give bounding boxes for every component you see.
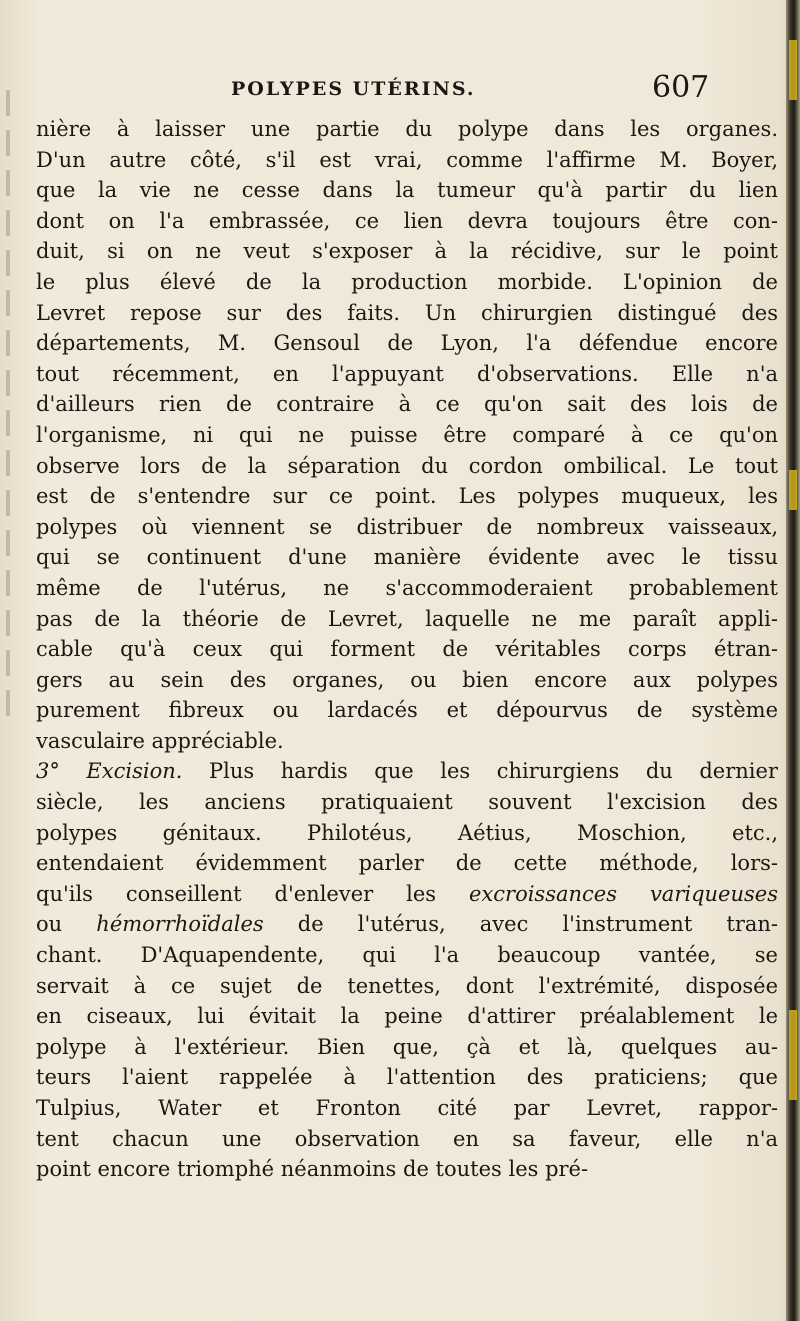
text-line: entendaient évidemment parler de cette méthode, lors- [36,851,778,876]
gutter-highlight-mark [789,1010,797,1100]
text-line: nière à laisser une partie du polype dans les organes. [36,117,778,141]
text-line: servait à ce sujet de tenettes, dont l'extrémité, disposée [36,973,778,998]
binding-edge-shadow [6,90,10,730]
text-line: d'ailleurs rien de contraire à ce qu'on sait des lois de [36,392,778,417]
running-header [36,70,776,110]
text-line: Levret repose sur des faits. Un chirurgien distingué des [36,300,778,325]
text-line: pas de la théorie de Levret, laquelle ne me paraît appli- [36,606,778,631]
heading-line-rest: Plus hardis que les chirurgiens du dernier [209,759,778,784]
text-line: le plus élevé de la production morbide. L'opinion de [36,269,778,294]
page-number: 607 [652,70,710,105]
text-line: qui se continuent d'une manière évidente avec le tissu [36,545,778,570]
text-line: teurs l'aient rappelée à l'attention des praticiens; que [36,1065,778,1090]
text-line: chant. D'Aquapendente, qui l'a beaucoup vantée, se [36,943,778,968]
text-line: D'un autre côté, s'il est vrai, comme l'affirme M. Boyer, [36,147,778,172]
italic-term-hemorrhoidales: hémorrhoïdales [96,912,264,937]
text-line: que la vie ne cesse dans la tumeur qu'à partir du lien [36,178,778,203]
text-line: tent chacun une observation en sa faveur, elle n'a [36,1126,778,1151]
text-line: même de l'utérus, ne s'accommoderaient probablement [36,575,778,600]
text-line: en ciseaux, lui évitait la peine d'attirer préalablement le [36,1004,778,1029]
text-line: tout récemment, en l'appuyant d'observations. Elle n'a [36,361,778,386]
body-text [36,114,778,1185]
gutter-highlight-mark [789,470,797,510]
text-line: l'organisme, ni qui ne puisse être comparé à ce qu'on [36,422,778,447]
text-line: polype à l'extérieur. Bien que, çà et là, quelques au- [36,1034,778,1059]
text-line: qu'ils conseillent d'enlever les excroissances variqueuses [36,881,778,906]
text-line: dont on l'a embrassée, ce lien devra toujours être con- [36,208,778,233]
text-line: polypes génitaux. Philotéus, Aétius, Moschion, etc., [36,820,778,845]
text-line: gers au sein des organes, ou bien encore aux polypes [36,667,778,692]
book-spine-gutter [786,0,800,1321]
text-line: observe lors de la séparation du cordon ombilical. Le tout [36,453,778,478]
paragraph-polype-ligature [36,114,778,756]
text-line: Tulpius, Water et Fronton cité par Levret, rappor- [36,1096,778,1120]
text-line: duit, si on ne veut s'exposer à la récidive, sur le point [36,239,778,264]
text-line [36,756,778,787]
text-line: vasculaire appréciable. [36,728,284,753]
running-title: POLYPES UTÉRINS. [231,78,476,100]
gutter-highlight-mark [789,40,797,100]
paragraph-excision [36,756,778,1184]
text-line: est de s'entendre sur ce point. Les polypes muqueux, les [36,484,778,509]
italic-term-excroissances: excroissances variqueuses [469,881,778,906]
text-line: point encore triomphé néanmoins de toutes les pré- [36,1157,589,1182]
text-line: départements, M. Gensoul de Lyon, l'a défendue encore [36,331,778,356]
section-heading-excision: 3° Excision. [36,759,183,784]
text-line: siècle, les anciens pratiquaient souvent l'excision des [36,790,778,815]
text-line: cable qu'à ceux qui forment de véritables corps étran- [36,637,778,662]
text-line: polypes où viennent se distribuer de nombreux vaisseaux, [36,514,778,539]
text-line: ou hémorrhoïdales de l'utérus, avec l'instrument tran- [36,912,778,937]
text-line: purement fibreux ou lardacés et dépourvus de système [36,698,778,723]
